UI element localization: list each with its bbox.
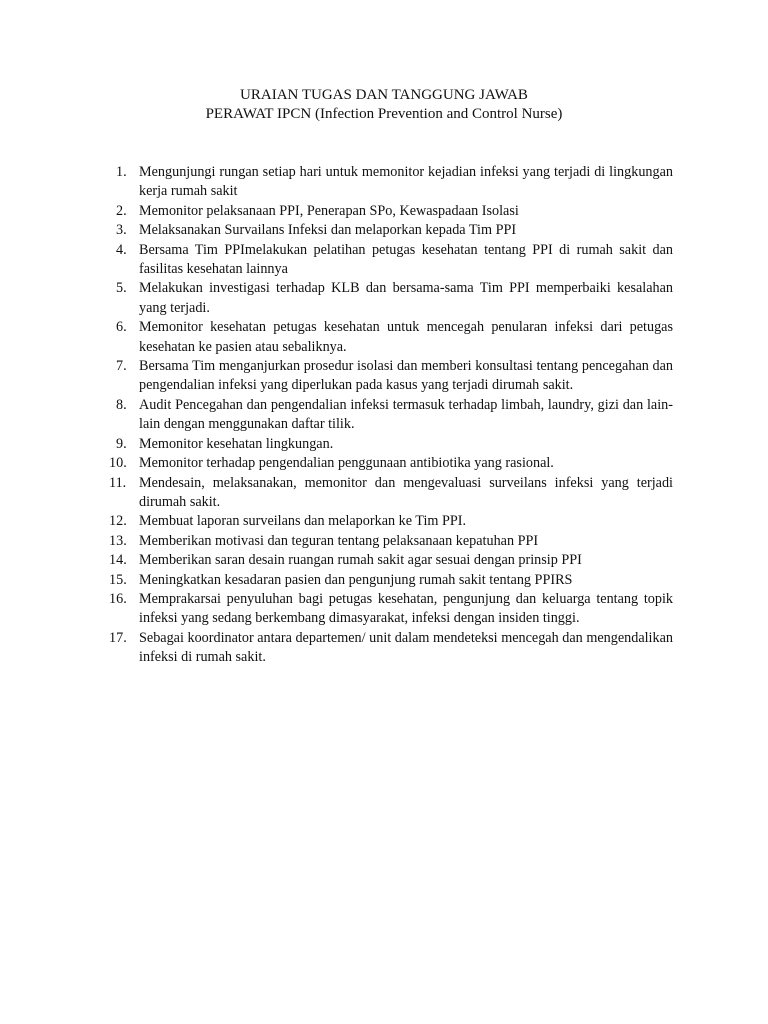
- item-text: Mendesain, melaksanakan, memonitor dan mengevaluasi surveilans infeksi yang terjadi dirumah sakit.: [139, 474, 673, 510]
- list-item: [104, 279, 673, 318]
- item-number: 8.: [116, 396, 127, 413]
- document-subtitle: PERAWAT IPCN (Infection Prevention and Control Nurse): [205, 106, 563, 122]
- item-text: Melaksanakan Survailans Infeksi dan melaporkan kepada Tim PPI: [139, 222, 517, 239]
- item-number: 4.: [116, 241, 127, 258]
- item-text: Mengunjungi rungan setiap hari untuk memonitor kejadian infeksi yang terjadi di lingkungan kerja rumah sakit: [139, 164, 673, 200]
- item-number: 2.: [116, 202, 127, 219]
- item-text: Membuat laporan surveilans dan melaporkan ke Tim PPI.: [139, 513, 467, 530]
- list-item: [104, 318, 673, 357]
- document-title: URAIAN TUGAS DAN TANGGUNG JAWAB: [240, 87, 528, 103]
- list-item: [104, 396, 673, 435]
- list-item: [104, 474, 673, 513]
- item-number: 12.: [109, 513, 127, 530]
- item-text: Bersama Tim PPImelakukan pelatihan petugas kesehatan tentang PPI di rumah sakit dan fasilitas kesehatan lainnya: [139, 241, 673, 278]
- item-number: 5.: [116, 280, 127, 297]
- item-number: 10.: [109, 455, 127, 472]
- item-text: Memonitor pelaksanaan PPI, Penerapan SPo, Kewaspadaan Isolasi: [139, 202, 519, 219]
- item-number: 16.: [109, 590, 127, 607]
- item-text: Memonitor kesehatan petugas kesehatan untuk mencegah penularan infeksi dari petugas kesehatan ke pasien atau sebaliknya.: [139, 319, 673, 355]
- item-text: Memberikan motivasi dan teguran tentang pelaksanaan kepatuhan PPI: [139, 532, 539, 549]
- list-item: [104, 202, 673, 221]
- item-number: 17.: [109, 629, 127, 646]
- item-number: 7.: [116, 358, 127, 375]
- item-text: Melakukan investigasi terhadap KLB dan bersama-sama Tim PPI memperbaiki kesalahan yang terjadi.: [139, 280, 673, 316]
- list-item: [104, 590, 673, 629]
- item-text: Memonitor terhadap pengendalian penggunaan antibiotika yang rasional.: [139, 455, 554, 472]
- item-text: Meningkatkan kesadaran pasien dan pengunjung rumah sakit tentang PPIRS: [139, 571, 573, 588]
- item-number: 3.: [116, 222, 127, 239]
- list-item: [104, 571, 673, 590]
- item-number: 9.: [116, 435, 127, 452]
- list-item: [104, 512, 673, 531]
- item-text: Sebagai koordinator antara departemen/ unit dalam mendeteksi mencegah dan mengendalikan infeksi di rumah sakit.: [139, 629, 673, 666]
- item-number: 15.: [109, 571, 127, 588]
- item-text: Memberikan saran desain ruangan rumah sakit agar sesuai dengan prinsip PPI: [139, 552, 582, 569]
- list-item: [104, 435, 673, 454]
- item-text: Memonitor kesehatan lingkungan.: [139, 435, 334, 452]
- list-item: [104, 241, 673, 280]
- item-number: 6.: [116, 319, 127, 336]
- list-item: [104, 357, 673, 396]
- item-text: Memprakarsai penyuluhan bagi petugas kesehatan, pengunjung dan keluarga tentang topik infeksi yang sedang berkembang dimasyarakat, infeksi dengan insiden tinggi.: [139, 590, 673, 627]
- item-number: 13.: [109, 532, 127, 549]
- list-item: [104, 551, 673, 570]
- list-item: [104, 163, 673, 202]
- list-item: [104, 629, 673, 668]
- item-text: Bersama Tim menganjurkan prosedur isolasi dan memberi konsultasi tentang pencegahan dan pengendalian infeksi yang diperlukan pada kasus yang terjadi dirumah sakit.: [139, 358, 673, 394]
- list-item: [104, 454, 673, 473]
- item-number: 11.: [109, 474, 127, 491]
- duty-list: [104, 163, 673, 668]
- list-item: [104, 221, 673, 240]
- item-number: 14.: [109, 552, 127, 569]
- item-number: 1.: [116, 164, 127, 180]
- item-text: Audit Pencegahan dan pengendalian infeksi termasuk terhadap limbah, laundry, gizi dan lain-lain dengan menggunakan daftar tilik.: [139, 396, 673, 433]
- list-item: [104, 532, 673, 551]
